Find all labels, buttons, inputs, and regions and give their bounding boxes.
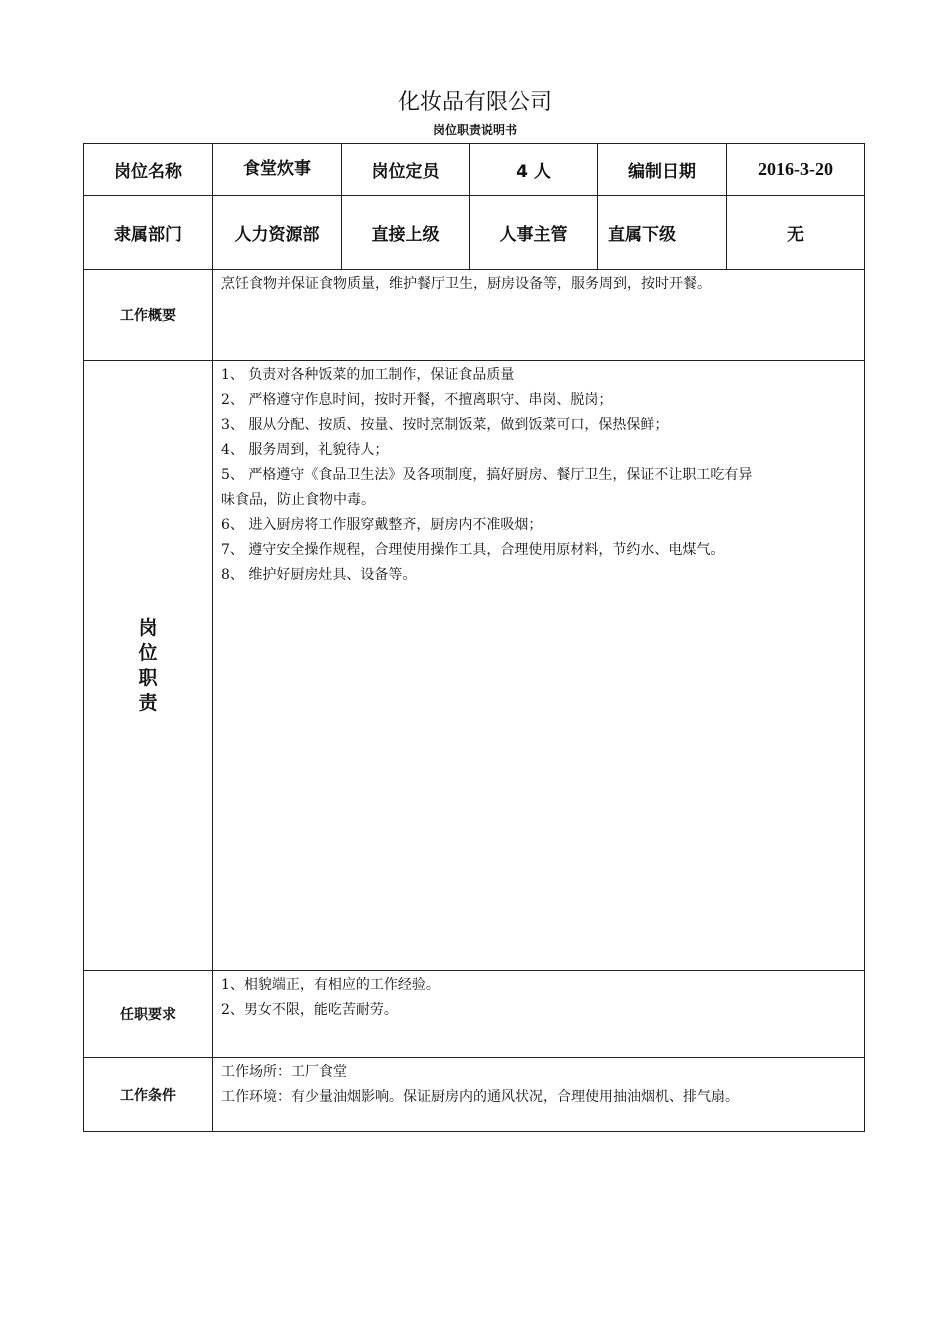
conditions-row (84, 1058, 865, 1132)
company-title: 化妆品有限公司 (397, 90, 552, 115)
compile-date-label: 编制日期 (598, 144, 727, 196)
info-row-1 (84, 144, 865, 196)
work-summary-label: 工作概要 (84, 270, 213, 361)
requirement-line: 2、男女不限，能吃苦耐劳。 (221, 1002, 398, 1018)
duties-label-char: 位 (138, 641, 158, 664)
direct-subordinate-label: 直属下级 (598, 196, 727, 270)
duties-label-char: 责 (138, 691, 158, 714)
summary-row (84, 270, 865, 361)
duty-line: 1、 负责对各种饭菜的加工制作，保证食品质量 (221, 367, 515, 383)
position-name-label: 岗位名称 (84, 144, 213, 196)
requirement-line: 1、相貌端正，有相应的工作经验。 (221, 977, 440, 993)
department-value: 人力资源部 (213, 196, 342, 270)
duty-line: 8、 维护好厨房灶具、设备等。 (221, 567, 417, 583)
duty-line: 6、 进入厨房将工作服穿戴整齐，厨房内不准吸烟； (221, 517, 543, 533)
position-name-value: 食堂炊事 (213, 144, 342, 196)
requirements-label: 任职要求 (84, 971, 213, 1058)
headcount-value: 4 人 (470, 144, 598, 196)
duty-line: 5、 严格遵守《食品卫生法》及各项制度，搞好厨房、餐厅卫生，保证不让职工吃有异 (221, 467, 753, 483)
direct-subordinate-value: 无 (727, 196, 865, 270)
duty-line: 4、 服务周到，礼貌待人； (221, 442, 389, 458)
condition-line: 工作场所：工厂食堂 (221, 1064, 347, 1080)
duty-line: 7、 遵守安全操作规程，合理使用操作工具，合理使用原材料，节约水、电煤气。 (221, 542, 725, 558)
duties-label-char: 职 (138, 666, 158, 689)
duty-line: 2、 严格遵守作息时间，按时开餐，不擅离职守、串岗、脱岗； (221, 392, 613, 408)
compile-date-value: 2016-3-20 (727, 144, 865, 196)
work-summary-text: 烹饪食物并保证食物质量，维护餐厅卫生，厨房设备等，服务周到，按时开餐。 (213, 270, 865, 361)
document-subtitle: 岗位职责说明书 (432, 123, 517, 137)
condition-line: 工作环境：有少量油烟影响。保证厨房内的通风状况，合理使用抽油烟机、排气扇。 (221, 1089, 739, 1105)
duties-label-char: 岗 (138, 616, 158, 639)
info-row-2 (84, 196, 865, 270)
job-description-table (83, 143, 865, 1132)
duty-line: 味食品，防止食物中毒。 (221, 492, 375, 508)
work-conditions-label: 工作条件 (84, 1058, 213, 1132)
requirements-list (213, 971, 865, 1058)
headcount-label: 岗位定员 (342, 144, 470, 196)
direct-superior-label: 直接上级 (342, 196, 470, 270)
direct-superior-value: 人事主管 (470, 196, 598, 270)
duties-list (213, 361, 865, 971)
duty-line: 3、 服从分配、按质、按量、按时烹制饭菜，做到饭菜可口，保热保鲜； (221, 417, 669, 433)
work-conditions-list (213, 1058, 865, 1132)
duties-row (84, 361, 865, 971)
duties-label (84, 361, 213, 971)
department-label: 隶属部门 (84, 196, 213, 270)
requirements-row (84, 971, 865, 1058)
